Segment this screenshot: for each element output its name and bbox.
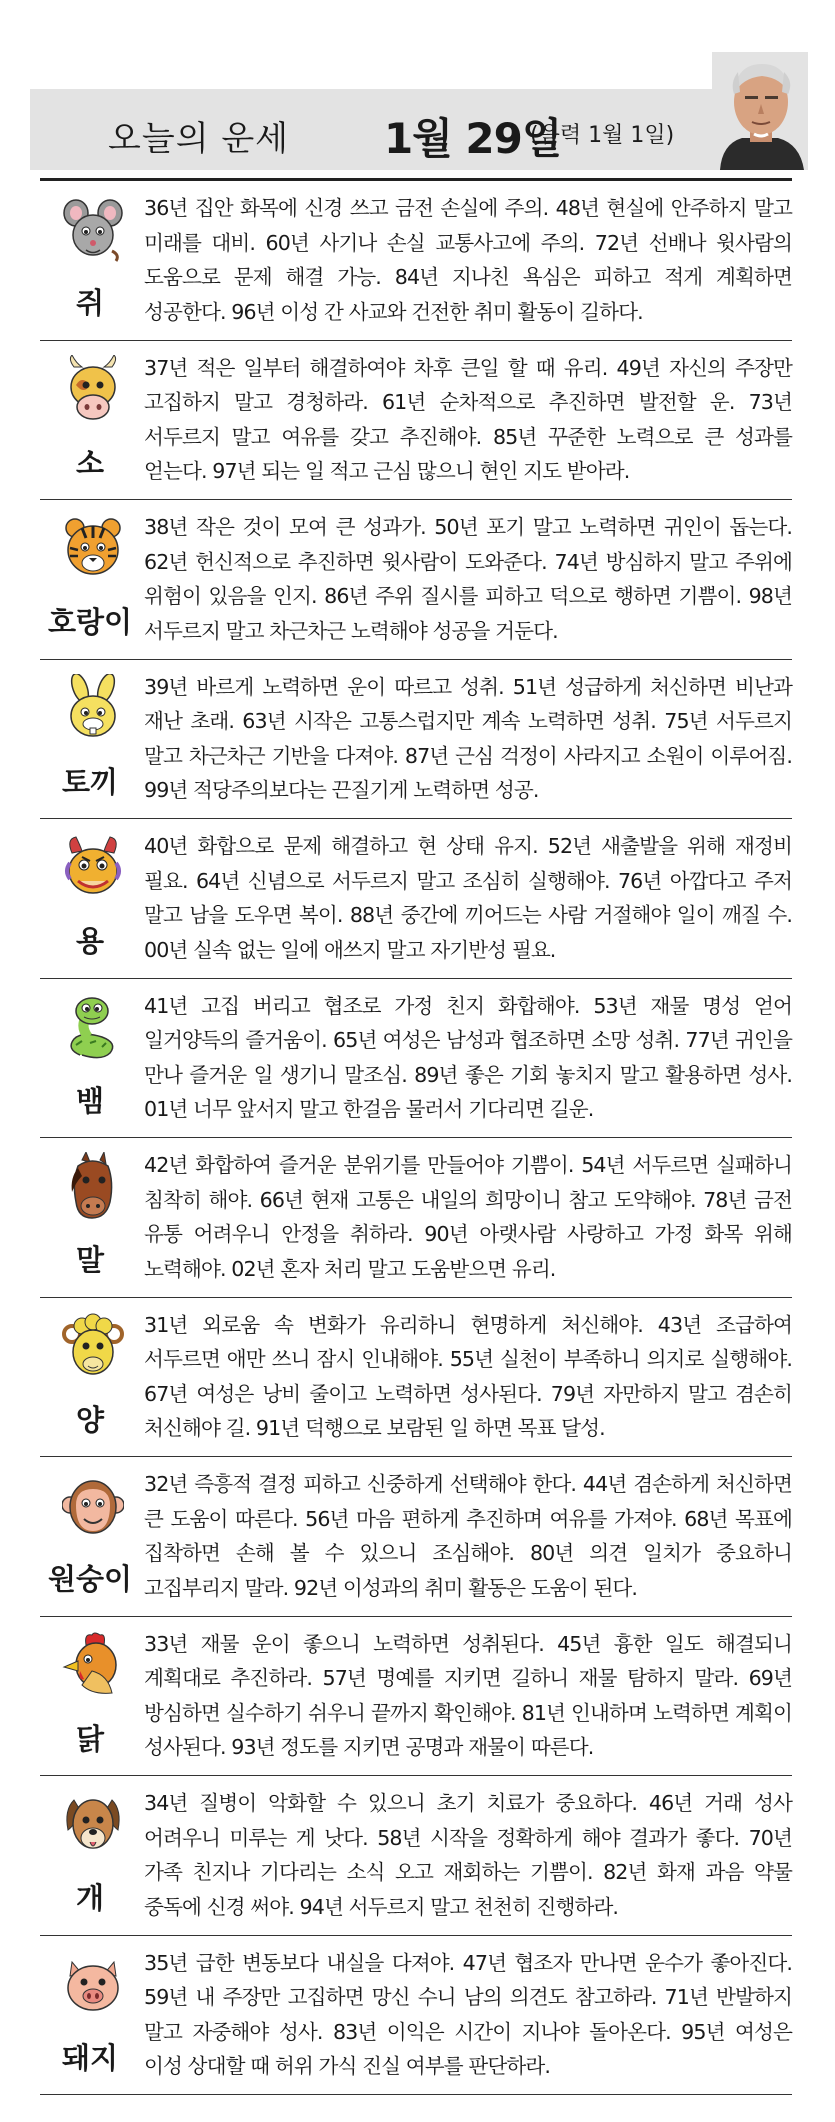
horoscope-row-rabbit — [40, 660, 792, 820]
dragon-icon — [62, 833, 124, 903]
horoscope-row-horse — [40, 1138, 792, 1298]
horoscope-row-sheep — [40, 1298, 792, 1458]
fortune-text: 35년 급한 변동보다 내실을 다져야. 47년 협조자 만나면 운수가 좋아진다. 59년 내 주장만 고집하면 망신 수니 남의 의견도 참고하라. 71년 반발하지 말고 자중해야 성사. 83년 이익은 시간이 지나야 돌아온다. 95년 여성은 이성 상대할 때 허위 가식 진실 여부를 판단하라. — [144, 1950, 792, 2078]
rat-icon — [62, 195, 124, 265]
fortune-text: 32년 즉흥적 결정 피하고 신중하게 선택해야 한다. 44년 겸손하게 처신하면 큰 도움이 따른다. 56년 마음 편하게 추진하며 여유를 가져야. 68년 목표에 집착하면 손해 볼 수 있으니 조심해야. 80년 의견 일치가 중요하니 고집부리지 말라. 92년 이성과의 취미 활동은 도움이 된다. — [144, 1472, 792, 1600]
animal-column — [40, 819, 140, 978]
animal-name: 소 — [75, 445, 104, 480]
animal-name: 개 — [75, 1881, 104, 1915]
horoscope-row-pig — [40, 1936, 792, 2096]
horoscope-row-rooster — [40, 1617, 792, 1777]
horse-icon — [62, 1152, 124, 1222]
sheep-icon — [62, 1312, 124, 1382]
animal-column — [40, 181, 140, 340]
lunar-date-label: (음력 1월 1일) — [530, 123, 675, 148]
fortune-text: 33년 재물 운이 좋으니 노력하면 성취된다. 45년 흉한 일도 해결되니 계획대로 추진하라. 57년 명예를 지키면 길하니 재물 탐하지 말라. 69년 방심하면 실수하기 쉬우니 끝까지 확인해야. 81년 인내하며 노력하면 계획이 성사된다. 93년 정도를 지키면 공명과 재물이 따른다. — [144, 1631, 792, 1759]
fortune-text: 34년 질병이 악화할 수 있으니 초기 치료가 중요하다. 46년 거래 성사 어려우니 미루는 게 낫다. 58년 시작을 정확하게 해야 결과가 좋다. 70년 가족 친지나 기다리는 소식 오고 재회하는 기쁨이. 82년 화재 과음 약물 중독에 신경 써야. 94년 서두르지 말고 천천히 진행하라. — [144, 1791, 792, 1919]
author-portrait — [712, 52, 808, 170]
animal-column — [40, 1298, 140, 1457]
animal-column — [40, 660, 140, 819]
horoscope-list — [40, 178, 792, 2095]
fortune-text: 42년 화합하여 즐거운 분위기를 만들어야 기쁨이. 54년 서두르면 실패하니 침착히 해야. 66년 현재 고통은 내일의 희망이니 참고 도약해야. 78년 금전 유통 어려우니 안정을 취하라. 90년 아랫사람 사랑하고 가정 화목 위해 노력해야. 02년 혼자 처리 말고 도움받으면 유리. — [144, 1153, 792, 1281]
rabbit-icon — [62, 674, 124, 744]
animal-name: 양 — [75, 1402, 104, 1437]
header-bar — [30, 89, 798, 170]
page-title: 오늘의 운세 — [108, 119, 290, 159]
animal-name: 원숭이 — [47, 1562, 133, 1596]
animal-column — [40, 1457, 140, 1616]
fortune-text: 39년 바르게 노력하면 운이 따르고 성취. 51년 성급하게 처신하면 비난과 재난 초래. 63년 시작은 고통스럽지만 계속 노력하면 성취. 75년 서두르지 말고 차근차근 기반을 다져야. 87년 근심 걱정이 사라지고 소원이 이루어짐. 99년 적당주의보다는 끈질기게 노력하면 성공. — [144, 674, 792, 802]
horoscope-row-tiger — [40, 500, 792, 660]
fortune-text: 40년 화합으로 문제 해결하고 현 상태 유지. 52년 새출발을 위해 재정비 필요. 64년 신념으로 서두르지 말고 조심히 실행해야. 76년 아깝다고 주저 말고 남을 도우면 복이. 88년 중간에 끼어드는 사람 거절해야 일이 깨질 수. 00년 실속 없는 일에 애쓰지 말고 자기반성 필요. — [144, 834, 792, 962]
animal-column — [40, 341, 140, 500]
dog-icon — [62, 1790, 124, 1860]
animal-name: 뱀 — [75, 1083, 104, 1118]
horoscope-row-snake — [40, 979, 792, 1139]
date-label: 1월 29일 — [384, 114, 562, 163]
animal-column — [40, 1936, 140, 2095]
animal-column — [40, 1617, 140, 1776]
horoscope-row-dog — [40, 1776, 792, 1936]
fortune-text: 41년 고집 버리고 협조로 가정 친지 화합해야. 53년 재물 명성 얻어 일거양득의 즐거움이. 65년 여성은 남성과 협조하면 소망 성취. 77년 귀인을 만나 즐거운 일 생기니 말조심. 89년 좋은 기회 놓치지 말고 활용하면 성사. 01년 너무 앞서지 말고 한걸음 물러서 기다리면 길운. — [144, 993, 792, 1121]
animal-name: 닭 — [75, 1721, 104, 1756]
monkey-icon — [62, 1471, 124, 1541]
fortune-text: 31년 외로움 속 변화가 유리하니 현명하게 처신해야. 43년 조급하여 서두르면 애만 쓰니 잠시 인내해야. 55년 실천이 부족하니 의지로 실행해야. 67년 여성은 낭비 줄이고 노력하면 성사된다. 79년 자만하지 말고 겸손히 처신해야 길. 91년 덕행으로 보람된 일 하면 목표 달성. — [144, 1312, 792, 1440]
animal-column — [40, 979, 140, 1138]
animal-name: 호랑이 — [47, 605, 133, 639]
animal-column — [40, 1776, 140, 1935]
pig-icon — [62, 1950, 124, 2020]
horoscope-row-ox — [40, 341, 792, 501]
horoscope-row-rat — [40, 178, 792, 341]
fortune-text: 36년 집안 화목에 신경 쓰고 금전 손실에 주의. 48년 현실에 안주하지 말고 미래를 대비. 60년 사기나 손실 교통사고에 주의. 72년 선배나 윗사람의 도움으로 문제 해결 가능. 84년 지나친 욕심은 피하고 적게 계획하면 성공한다. 96년 이성 간 사교와 건전한 취미 활동이 길하다. — [144, 196, 792, 324]
animal-name: 말 — [75, 1243, 104, 1277]
animal-name: 토끼 — [61, 764, 119, 799]
ox-icon — [62, 355, 124, 425]
fortune-text: 37년 적은 일부터 해결하여야 차후 큰일 할 때 유리. 49년 자신의 주장만 고집하지 말고 경청하라. 61년 순차적으로 추진하면 발전할 운. 73년 서두르지 말고 여유를 갖고 추진해야. 85년 꾸준한 노력으로 큰 성과를 얻는다. 97년 되는 일 적고 근심 많으니 현인 지도 받아라. — [144, 355, 792, 483]
rooster-icon — [62, 1631, 124, 1701]
horoscope-row-monkey — [40, 1457, 792, 1617]
animal-column — [40, 500, 140, 659]
animal-column — [40, 1138, 140, 1297]
animal-name: 돼지 — [61, 2040, 119, 2075]
animal-name: 용 — [75, 924, 104, 958]
animal-name: 쥐 — [75, 286, 104, 320]
fortune-text: 38년 작은 것이 모여 큰 성과가. 50년 포기 말고 노력하면 귀인이 돕는다. 62년 헌신적으로 추진하면 윗사람이 도와준다. 74년 방심하지 말고 주위에 위험이 있음을 인지. 86년 주위 질시를 피하고 덕으로 행하면 기쁨이. 98년 서두르지 말고 차근차근 노력해야 성공을 거둔다. — [144, 515, 792, 643]
snake-icon — [62, 993, 124, 1063]
tiger-icon — [62, 514, 124, 584]
horoscope-row-dragon — [40, 819, 792, 979]
